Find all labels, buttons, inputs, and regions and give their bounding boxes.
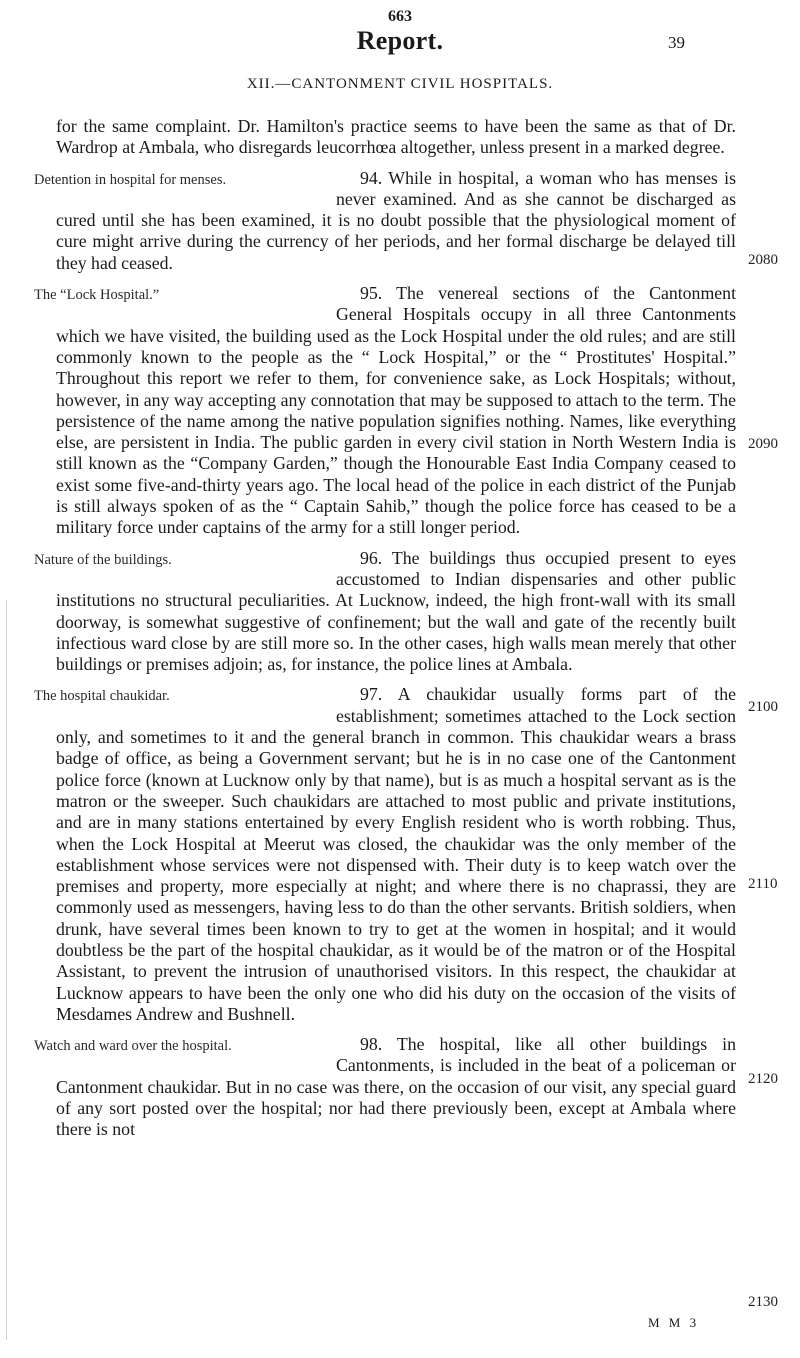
paragraph bbox=[56, 116, 736, 159]
paragraph-text: A chaukidar usually forms part of the establishment; sometimes attached to the Lock section only, and sometimes to it and the general branch in common. This chaukidar wears a brass badge of office, as being a Government servant; but he is in no case one of the Cantonment police force (known at Lucknow only by that name), but is as much a hospital servant as is the matron or the sweeper. Such chaukidars are attached to most public and private institutions, and are in many stations entertained by every English resident who is worth robbing. Thus, when the Lock Hospital at Meerut was closed, the chaukidar was the only member of the establishment whose services were not dispensed with. Their duty is to keep watch over the premises and property, more especially at night; and where there is no chaprassi, they are commonly used as messengers, having less to do than the other servants. British soldiers, when drunk, have several times been known to try to get at the women in hospital; and it would doubtless be the part of the hospital chaukidar, as it would be of the matron or of the Hospital Assistant, to prevent the intrusion of unauthorised visitors. In this respect, the chaukidar at Lucknow appears to have been the only one who did his duty on the occasion of the visits of Mesdames Andrew and Bushnell. bbox=[56, 684, 736, 1024]
page-number: 663 bbox=[388, 8, 412, 25]
folio-number: 39 bbox=[668, 33, 685, 52]
paragraph-text: The venereal sections of the Cantonment General Hospitals occupy in all three Cantonments which we have visited, the building used as the Lock Hospital under the old rules; and are still commonly known to the people as the “ Lock Hospital,” or the “ Prostitutes' Hospital.” Throughout this report we refer to them, for convenience sake, as Lock Hospitals; without, however, in any way accepting any connotation that may be supposed to attach to the term. The persistence of the name among the native population signifies nothing. Names, like everything else, are persistent in India. The public garden in every civil station in North Western India is still known as the “Company Garden,” though the Honourable East India Company ceased to exist some five-and-thirty years ago. The local head of the police in each district of the Punjab is still always spoken of as the “ Captain Sahib,” though the police force has ceased to be a military force under captains of the army for a still longer period. bbox=[56, 283, 737, 538]
margin-note: Detention in hospital for menses. bbox=[34, 171, 227, 188]
paragraph-number: 97. bbox=[360, 684, 383, 705]
paragraph bbox=[34, 1034, 737, 1140]
paragraph-number: 96. bbox=[360, 547, 383, 568]
paragraph bbox=[34, 283, 737, 539]
line-number: 2130 bbox=[748, 1294, 778, 1310]
paragraph-text: The hospital, like all other buildings in Cantonments, is included in the beat of a policeman or Cantonment chaukidar. But in no case was there, on the occasion of our visit, any special guard of any sort posted over the hospital; nor had there previously been, except at Ambala where there is not bbox=[56, 1034, 737, 1140]
line-number: 2090 bbox=[748, 436, 778, 452]
paragraph-number: 94. bbox=[360, 167, 383, 188]
line-number: 2120 bbox=[748, 1071, 778, 1087]
paragraph-text: While in hospital, a woman who has menses is never examined. And as she cannot be discharged as cured until she has been examined, it is no doubt possible that the physiological moment of cure might arrive during the currency of her periods, and her formal discharge be delayed till they had ceased. bbox=[56, 167, 736, 273]
margin-note: The “Lock Hospital.” bbox=[34, 287, 160, 304]
paragraph-number: 98. bbox=[360, 1034, 383, 1055]
paragraph-text: The buildings thus occupied present to eyes accustomed to Indian dispensaries and other public institutions no structural peculiarities. At Lucknow, indeed, the high front-wall with its small doorway, is somewhat suggestive of confinement; but the wall and gate of the recently built infectious ward close by are still more so. In the other cases, high walls mean merely that other buildings or premises adjoin; as, for instance, the police lines at Ambala. bbox=[56, 547, 737, 675]
report-title: Report. bbox=[356, 26, 444, 55]
line-number: 2080 bbox=[748, 252, 778, 268]
binding-edge bbox=[6, 600, 7, 1340]
paragraph-number: 95. bbox=[360, 283, 383, 304]
section-heading: XII.—CANTONMENT CIVIL HOSPITALS. bbox=[246, 76, 554, 92]
signature-mark: M M 3 bbox=[648, 1315, 700, 1330]
paragraph bbox=[34, 167, 736, 274]
line-number: 2100 bbox=[748, 699, 778, 715]
margin-note: Nature of the buildings. bbox=[34, 551, 172, 568]
line-number: 2110 bbox=[748, 876, 778, 892]
paragraph bbox=[34, 684, 736, 1025]
margin-note: Watch and ward over the hospital. bbox=[34, 1038, 232, 1055]
body-text bbox=[34, 116, 737, 1150]
paragraph-text: for the same complaint. Dr. Hamilton's practice seems to have been the same as that of Dr. Wardrop at Ambala, who disregards leucorrhœa altogether, unless present in a marked degree. bbox=[56, 116, 736, 158]
margin-note: The hospital chaukidar. bbox=[34, 688, 170, 705]
paragraph bbox=[34, 547, 737, 676]
